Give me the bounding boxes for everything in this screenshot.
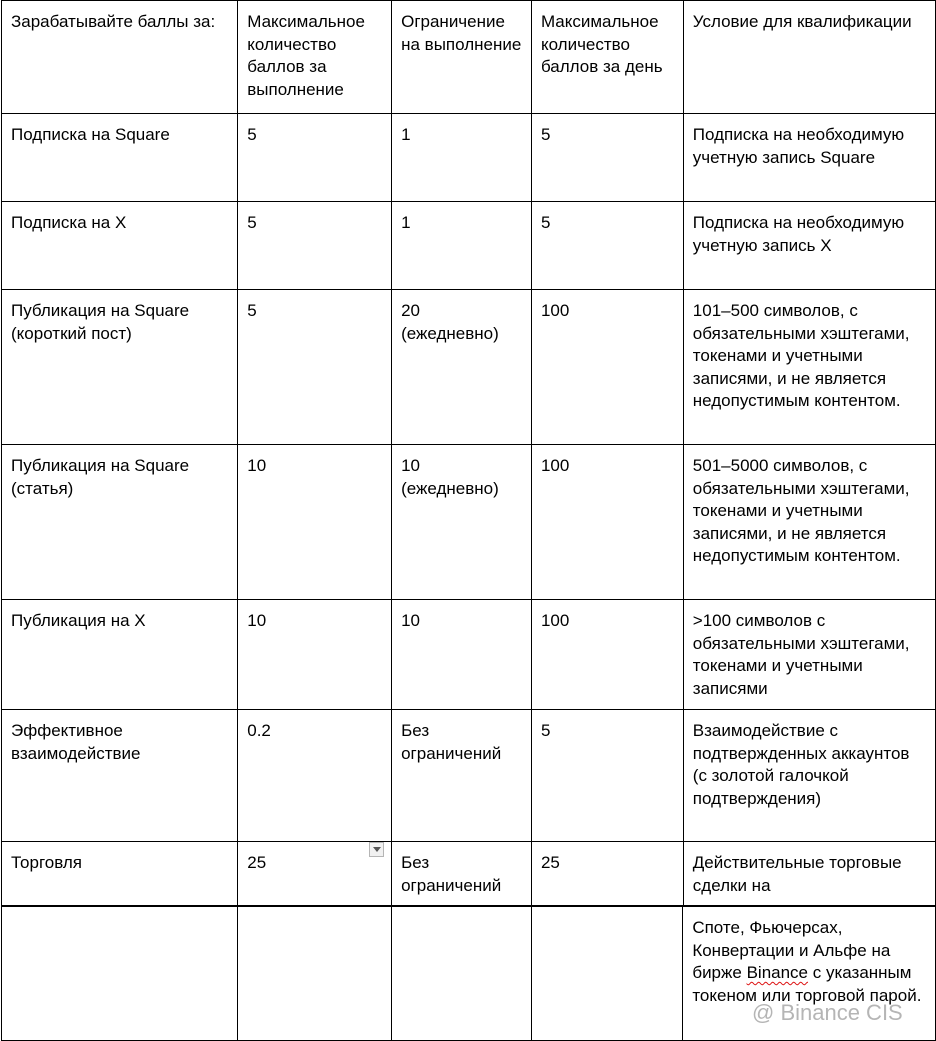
table-cell: 100 <box>531 290 683 445</box>
table-cell: 0.2 <box>238 710 392 842</box>
header-cell: Условие для квалификации <box>683 1 935 114</box>
empty-cell <box>531 907 683 1041</box>
table-cell: Торговля <box>2 842 238 906</box>
watermark: @ Binance CIS <box>752 1000 903 1025</box>
table-cell: 5 <box>238 202 392 290</box>
table-cell: Действительные торговые сделки на <box>683 842 935 906</box>
table-cell: 100 <box>531 445 683 600</box>
continuation-text-end: с указанным токеном или торговой парой. <box>692 963 922 1005</box>
table-cell: Публикация на Square (короткий пост) <box>2 290 238 445</box>
cell-dropdown-icon[interactable] <box>369 842 384 857</box>
table-cell: Подписка на Square <box>2 114 238 202</box>
table-cell: Взаимодействие с подтвержденных аккаунтов (с золотой галочкой подтверждения) <box>683 710 935 842</box>
table-row <box>2 290 936 445</box>
table-row <box>2 842 936 906</box>
table-cell: >100 символов с обязательными хэштегами, токенами и учетными записями <box>683 600 935 710</box>
continuation-text: Споте, Фьючерсах, Конвертации и Альфе на бирже <box>692 918 891 982</box>
rewards-table <box>1 0 936 906</box>
table-cell: 25 <box>531 842 683 906</box>
table-cell: 5 <box>531 710 683 842</box>
header-cell: Зарабатывайте баллы за: <box>2 1 238 114</box>
empty-cell <box>392 907 532 1041</box>
table-cell: 5 <box>238 290 392 445</box>
table-row <box>2 114 936 202</box>
empty-cell <box>238 907 392 1041</box>
header-cell: Ограничение на выполнение <box>392 1 532 114</box>
table-cell: 1 <box>392 114 532 202</box>
table-cell: Публикация на Square (статья) <box>2 445 238 600</box>
table-row <box>2 445 936 600</box>
table-cell: 10 (ежедневно) <box>392 445 532 600</box>
table-cell: 20 (ежедневно) <box>392 290 532 445</box>
table-row <box>2 600 936 710</box>
table-cell: Подписка на необходимую учетную запись X <box>683 202 935 290</box>
table-cell: Публикация на X <box>2 600 238 710</box>
table-cell: Подписка на необходимую учетную запись Square <box>683 114 935 202</box>
table-row <box>2 710 936 842</box>
table-header-row <box>2 1 936 114</box>
empty-cell <box>2 907 238 1041</box>
table-cell: 1 <box>392 202 532 290</box>
table-cell: 10 <box>238 445 392 600</box>
table-cell: 10 <box>238 600 392 710</box>
header-cell: Максимальное количество баллов за выполнение <box>238 1 392 114</box>
table-cell: Без ограничений <box>392 710 532 842</box>
table-cell: 5 <box>531 114 683 202</box>
table-row <box>2 202 936 290</box>
header-cell: Максимальное количество баллов за день <box>531 1 683 114</box>
table-cell: 25 <box>238 842 392 906</box>
table-cell: 10 <box>392 600 532 710</box>
table-cell: 101–500 символов, с обязательными хэштегами, токенами и учетными записями, и не является недопустимым контентом. <box>683 290 935 445</box>
table-cell: 5 <box>531 202 683 290</box>
table-cell: Подписка на X <box>2 202 238 290</box>
spellcheck-flagged-word: Binance <box>746 963 809 982</box>
table-cell: 100 <box>531 600 683 710</box>
table-cell: Без ограничений <box>392 842 532 906</box>
table-cell: Эффективное взаимодействие <box>2 710 238 842</box>
table-cell: 5 <box>238 114 392 202</box>
table-cell: 501–5000 символов, с обязательными хэштегами, токенами и учетными записями, и не является недопустимым контентом. <box>683 445 935 600</box>
